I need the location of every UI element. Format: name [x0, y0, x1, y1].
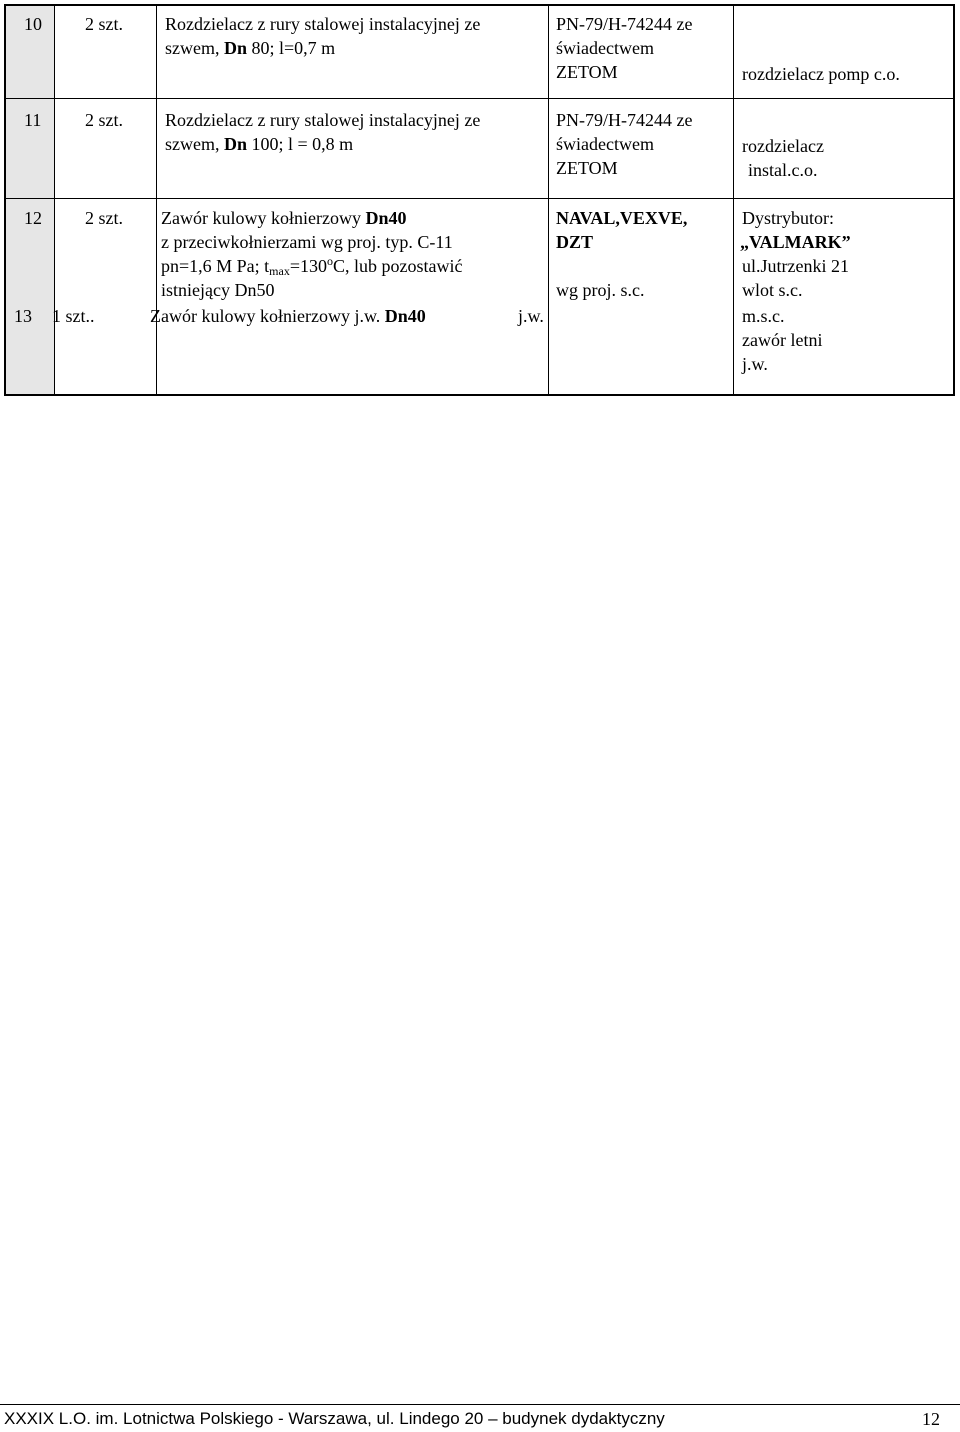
note-line: rozdzielacz — [742, 136, 824, 156]
row-number: 12 — [24, 208, 42, 228]
supplier-line: DZT — [556, 232, 594, 252]
page-number: 12 — [922, 1409, 940, 1429]
standard-line: PN-79/H-74244 ze — [556, 110, 693, 130]
note-line: wlot s.c. — [742, 280, 803, 300]
quantity: 2 szt. — [85, 110, 123, 130]
note-line: zawór letni — [742, 330, 823, 350]
note-line: j.w. — [742, 354, 768, 374]
standard-line: świadectwem — [556, 38, 654, 58]
column-divider — [733, 6, 734, 394]
supplier-line: NAVAL,VEXVE, — [556, 208, 688, 228]
note-line: m.s.c. — [742, 306, 785, 326]
note-line: „VALMARK” — [740, 232, 851, 252]
row-number: 10 — [24, 14, 42, 34]
description-line: Zawór kulowy kołnierzowy Dn40 — [161, 208, 407, 228]
column-divider — [156, 6, 157, 394]
row-divider — [6, 98, 953, 99]
standard-line: wg proj. s.c. — [556, 280, 645, 300]
standard-line: świadectwem — [556, 134, 654, 154]
row-number: 11 — [24, 110, 42, 130]
quantity: 1 szt.. — [52, 306, 95, 326]
row-number-column-shading — [6, 6, 54, 394]
description-line: Rozdzielacz z rury stalowej instalacyjnej ze — [165, 110, 481, 130]
description-line: szwem, Dn 80; l=0,7 m — [165, 38, 336, 58]
description-line: szwem, Dn 100; l = 0,8 m — [165, 134, 354, 154]
footer-rule — [0, 1404, 960, 1405]
description-line: Rozdzielacz z rury stalowej instalacyjnej ze — [165, 14, 481, 34]
note-line: Dystrybutor: — [742, 208, 834, 228]
column-divider — [54, 6, 55, 394]
row-number: 13 — [14, 306, 32, 326]
row-divider — [6, 198, 953, 199]
standard-line: PN-79/H-74244 ze — [556, 14, 693, 34]
equipment-table — [4, 4, 955, 396]
standard-line: ZETOM — [556, 158, 618, 178]
standard-line: j.w. — [518, 306, 544, 326]
standard-line: ZETOM — [556, 62, 618, 82]
description-line: z przeciwkołnierzami wg proj. typ. C-11 — [161, 232, 453, 252]
description-line: istniejący Dn50 — [161, 280, 275, 300]
page-footer — [0, 1404, 960, 1432]
description-line: Zawór kulowy kołnierzowy j.w. Dn40 — [150, 306, 426, 326]
note-line: instal.c.o. — [748, 160, 818, 180]
footer-address: XXXIX L.O. im. Lotnictwa Polskiego - Warszawa, ul. Lindego 20 – budynek dydaktyczny — [4, 1409, 665, 1428]
column-divider — [548, 6, 549, 394]
note-line: rozdzielacz pomp c.o. — [742, 64, 900, 84]
description-line: pn=1,6 M Pa; $t_{max}=130^oC$, lub pozostawić — [161, 254, 463, 278]
quantity: 2 szt. — [85, 14, 123, 34]
note-line: ul.Jutrzenki 21 — [742, 256, 849, 276]
quantity: 2 szt. — [85, 208, 123, 228]
